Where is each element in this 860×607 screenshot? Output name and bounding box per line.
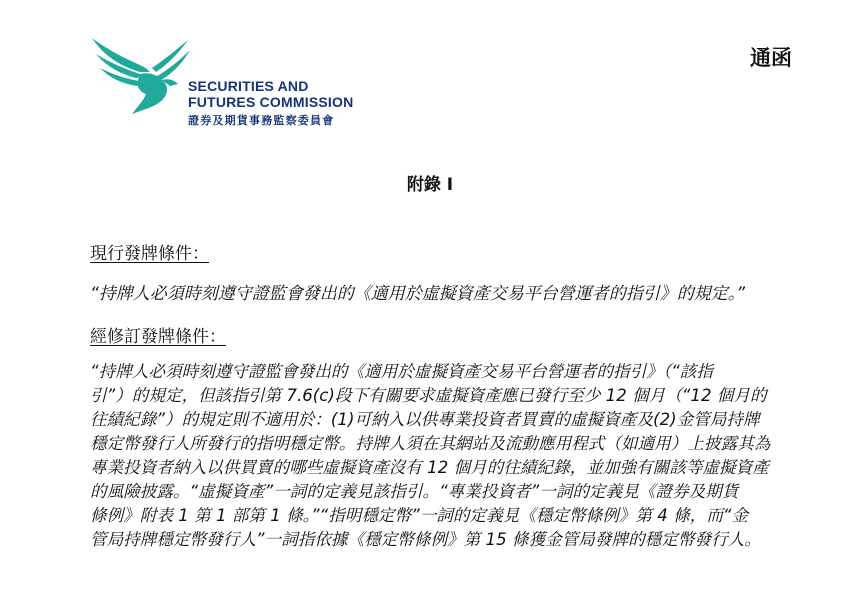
sfc-logo bbox=[90, 36, 380, 131]
amended-condition-line: 往績紀錄”）的規定則不適用於：(1)可納入以供專業投資者買賣的虛擬資產及(2)金管局持牌 bbox=[90, 410, 760, 429]
logo-name-line2: FUTURES COMMISSION bbox=[188, 94, 354, 110]
logo-name-line1: SECURITIES AND bbox=[188, 78, 309, 94]
amended-condition-line: “持牌人必須時刻遵守證監會發出的《適用於虛擬資產交易平台營運者的指引》（“該指 bbox=[90, 362, 713, 381]
amended-condition-line: 條例》附表 1 第 1 部第 1 條。”“指明穩定幣”一詞的定義見《穩定幣條例》第 4 條，而“金 bbox=[90, 506, 749, 525]
eagle-logo-icon bbox=[90, 36, 195, 116]
appendix-title: 附錄 I bbox=[406, 175, 454, 195]
current-condition-text: “持牌人必須時刻遵守證監會發出的《適用於虛擬資產交易平台營運者的指引》的規定。” bbox=[90, 284, 746, 304]
current-condition-label: 現行發牌條件： bbox=[90, 244, 209, 264]
amended-condition-line: 專業投資者納入以供買賣的哪些虛擬資產沒有 12 個月的往績紀錄，並加強有關該等虛擬資產 bbox=[90, 458, 769, 477]
amended-condition-line: 穩定幣發行人所發行的指明穩定幣。持牌人須在其網站及流動應用程式（如適用）上披露其為 bbox=[90, 434, 771, 453]
amended-condition-text bbox=[90, 360, 790, 552]
logo-name-chinese: 證券及期貨事務監察委員會 bbox=[188, 114, 335, 127]
document-type-label: 通函 bbox=[750, 46, 792, 70]
amended-condition-line: 的風險披露。“虛擬資產”一詞的定義見該指引。“專業投資者”一詞的定義見《證券及期貨 bbox=[90, 482, 739, 501]
amended-condition-line: 引”）的規定，但該指引第 7.6(c)段下有關要求虛擬資產應已發行至少 12 個月（“12 個月的 bbox=[90, 386, 767, 405]
amended-condition-line: 管局持牌穩定幣發行人”一詞指依據《穩定幣條例》第 15 條獲金管局發牌的穩定幣發行人。 bbox=[90, 530, 761, 549]
amended-condition-label: 經修訂發牌條件： bbox=[90, 327, 226, 347]
